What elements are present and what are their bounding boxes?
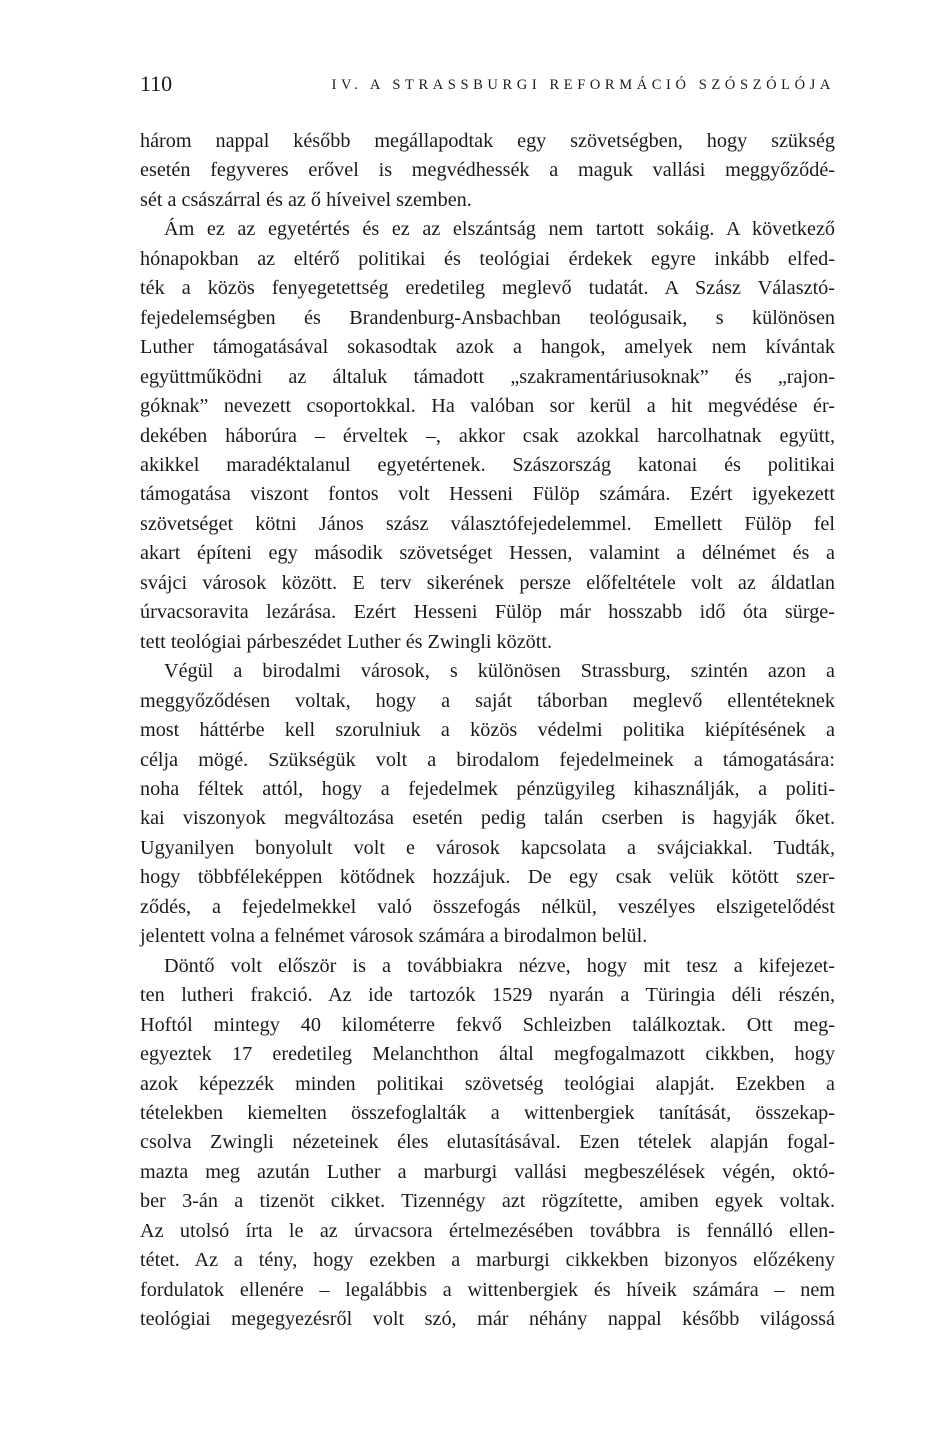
text-line: tételekben kiemelten összefoglalták a wittenbergiek tanítását, összekap- xyxy=(140,1101,835,1124)
text-line: svájci városok között. E terv sikerének persze előfeltétele volt az áldatlan xyxy=(140,571,835,594)
page-header xyxy=(140,70,835,102)
text-line: ten lutheri frakció. Az ide tartozók 1529 nyarán a Türingia déli részén, xyxy=(140,984,835,1007)
text-line: kai viszonyok megváltozása esetén pedig talán cserben is hagyják őket. xyxy=(140,807,835,830)
text-line: Ám ez az egyetértés és ez az elszántság nem tartott sokáig. A következő xyxy=(164,218,835,241)
text-line: úrvacsoravita lezárása. Ezért Hesseni Fülöp már hosszabb idő óta sürge- xyxy=(140,601,835,624)
text-line: góknak” nevezett csoportokkal. Ha valóban sor kerül a hit megvédése ér- xyxy=(140,395,835,418)
text-line: célja mögé. Szükségük volt a birodalom fejedelmeinek a támogatására: xyxy=(140,748,835,771)
paragraph xyxy=(140,215,835,657)
text-line: meggyőződésen voltak, hogy a saját táborban meglevő ellentéteknek xyxy=(140,689,835,712)
text-line: noha féltek attól, hogy a fejedelmek pénzügyileg kihasználják, a politi- xyxy=(140,777,835,800)
text-line: akart építeni egy második szövetséget Hessen, valamint a délnémet és a xyxy=(140,542,835,565)
text-line: hónapokban az eltérő politikai és teológiai érdekek egyre inkább elfed- xyxy=(140,247,835,270)
text-line: támogatása viszont fontos volt Hesseni Fülöp számára. Ezért igyekezett xyxy=(140,483,835,506)
text-line: most háttérbe kell szorulniuk a közös védelmi politika kiépítésének a xyxy=(140,719,835,742)
text-line: Végül a birodalmi városok, s különösen Strassburg, szintén azon a xyxy=(164,660,835,683)
text-line: mazta meg azután Luther a marburgi vallási megbeszélések végén, októ- xyxy=(140,1160,835,1183)
text-line: azok képezzék minden politikai szövetség teológiai alapját. Ezekben a xyxy=(140,1072,835,1095)
text-line: Döntő volt először is a továbbiakra nézve, hogy mit tesz a kifejezet- xyxy=(164,954,835,977)
text-line: tétet. Az a tény, hogy ezekben a marburgi cikkekben bizonyos előzékeny xyxy=(140,1249,835,1272)
text-line: fejedelemségben és Brandenburg-Ansbachban teológusaik, s különösen xyxy=(140,306,835,329)
text-line: ződés, a fejedelmekkel való összefogás nélkül, veszélyes elszigetelődést xyxy=(140,895,835,918)
running-head: IV. A STRASSBURGI REFORMÁCIÓ SZÓSZÓLÓJA xyxy=(331,77,835,93)
text-line: teológiai megegyezésről volt szó, már néhány nappal később világossá xyxy=(140,1308,835,1331)
text-line: tett teológiai párbeszédet Luther és Zwingli között. xyxy=(140,630,553,653)
text-line: akikkel maradéktalanul egyetértenek. Szászország katonai és politikai xyxy=(140,453,835,476)
text-line: esetén fegyveres erővel is megvédhessék a maguk vallási meggyőződé- xyxy=(140,159,835,182)
text-line: hogy többféleképpen kötődnek hozzájuk. De egy csak velük kötött szer- xyxy=(140,866,835,889)
text-line: három nappal később megállapodtak egy szövetségben, hogy szükség xyxy=(140,130,835,152)
text-line: Az utolsó írta le az úrvacsora értelmezésében továbbra is fennálló ellen- xyxy=(140,1219,835,1242)
body-text xyxy=(140,127,835,1335)
paragraph xyxy=(140,952,835,1335)
text-line: Luther támogatásával sokasodtak azok a hangok, amelyek nem kívántak xyxy=(140,336,835,359)
text-line: Hoftól mintegy 40 kilométerre fekvő Schleizben találkoztak. Ott meg- xyxy=(140,1013,835,1036)
text-line: jelentett volna a felnémet városok számára a birodalmon belül. xyxy=(140,925,648,948)
paragraph xyxy=(140,127,835,215)
text-line: fordulatok ellenére – legalábbis a wittenbergiek és híveik számára – nem xyxy=(140,1278,835,1301)
text-line: ték a közös fenyegetettség eredetileg meglevő tudatát. A Szász Választó- xyxy=(140,277,835,300)
text-line: egyeztek 17 eredetileg Melanchthon által megfogalmazott cikkben, hogy xyxy=(140,1043,835,1066)
text-line: sét a császárral és az ő híveivel szemben. xyxy=(140,188,472,211)
paragraph xyxy=(140,657,835,952)
text-line: csolva Zwingli nézeteinek éles elutasításával. Ezen tételek alapján fogal- xyxy=(140,1131,835,1154)
text-line: együttműködni az általuk támadott „szakramentáriusoknak” és „rajon- xyxy=(140,365,835,388)
page-number: 110 xyxy=(140,71,173,96)
text-line: szövetséget kötni János szász választófejedelemmel. Emellett Fülöp fel xyxy=(140,512,835,535)
text-line: ber 3-án a tizenöt cikket. Tizennégy azt rögzítette, amiben egyek voltak. xyxy=(140,1190,835,1213)
text-line: dekében háborúra – érveltek –, akkor csak azokkal harcolhatnak együtt, xyxy=(140,424,835,447)
text-line: Ugyanilyen bonyolult volt e városok kapcsolata a svájciakkal. Tudták, xyxy=(140,836,835,859)
